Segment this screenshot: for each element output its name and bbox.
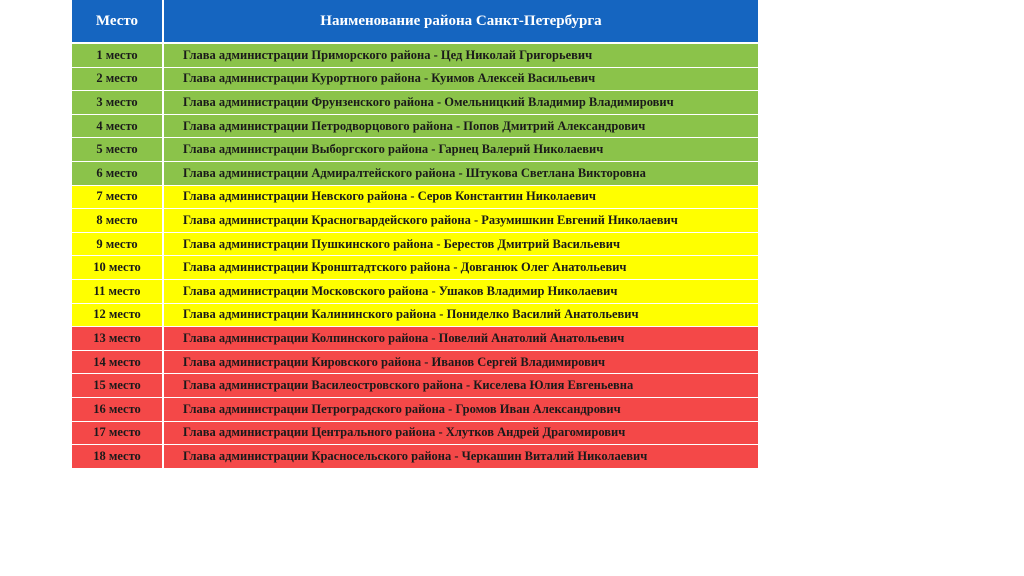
place-cell: 4 место [72, 114, 163, 138]
district-head-cell: Глава администрации Кировского района - Иванов Сергей Владимирович [163, 350, 758, 374]
table-header-row [72, 0, 758, 43]
table-row [72, 67, 758, 91]
place-cell: 3 место [72, 91, 163, 115]
table-row [72, 374, 758, 398]
place-cell: 16 место [72, 397, 163, 421]
ranking-table [72, 0, 758, 469]
district-head-cell: Глава администрации Пушкинского района - Берестов Дмитрий Васильевич [163, 232, 758, 256]
place-cell: 2 место [72, 67, 163, 91]
district-head-cell: Глава администрации Центрального района - Хлутков Андрей Драгомирович [163, 421, 758, 445]
district-head-cell: Глава администрации Калининского района - Пониделко Василий Анатольевич [163, 303, 758, 327]
table-row [72, 185, 758, 209]
district-head-cell: Глава администрации Красногвардейского района - Разумишкин Евгений Николаевич [163, 209, 758, 233]
place-cell: 5 место [72, 138, 163, 162]
district-head-cell: Глава администрации Фрунзенского района - Омельницкий Владимир Владимирович [163, 91, 758, 115]
table-row [72, 445, 758, 469]
table-row [72, 91, 758, 115]
table-row [72, 256, 758, 280]
place-cell: 13 место [72, 327, 163, 351]
place-cell: 9 место [72, 232, 163, 256]
place-cell: 8 место [72, 209, 163, 233]
place-cell: 15 место [72, 374, 163, 398]
district-head-cell: Глава администрации Василеостровского района - Киселева Юлия Евгеньевна [163, 374, 758, 398]
table-row [72, 303, 758, 327]
district-head-cell: Глава администрации Красносельского района - Черкашин Виталий Николаевич [163, 445, 758, 469]
place-cell: 14 место [72, 350, 163, 374]
table-row [72, 232, 758, 256]
table-body [72, 43, 758, 468]
district-head-cell: Глава администрации Невского района - Серов Константин Николаевич [163, 185, 758, 209]
place-cell: 6 место [72, 161, 163, 185]
district-head-cell: Глава администрации Курортного района - Куимов Алексей Васильевич [163, 67, 758, 91]
place-cell: 18 место [72, 445, 163, 469]
table-row [72, 350, 758, 374]
district-head-cell: Глава администрации Петроградского района - Громов Иван Александрович [163, 397, 758, 421]
table-row [72, 161, 758, 185]
table-row [72, 421, 758, 445]
table-row [72, 138, 758, 162]
place-cell: 10 место [72, 256, 163, 280]
district-head-cell: Глава администрации Московского района - Ушаков Владимир Николаевич [163, 279, 758, 303]
district-head-cell: Глава администрации Приморского района - Цед Николай Григорьевич [163, 43, 758, 67]
district-head-cell: Глава администрации Колпинского района - Повелий Анатолий Анатольевич [163, 327, 758, 351]
table-row [72, 43, 758, 67]
table-row [72, 114, 758, 138]
district-head-cell: Глава администрации Выборгского района - Гарнец Валерий Николаевич [163, 138, 758, 162]
table-row [72, 279, 758, 303]
table-row [72, 327, 758, 351]
district-head-cell: Глава администрации Адмиралтейского района - Штукова Светлана Викторовна [163, 161, 758, 185]
place-cell: 7 место [72, 185, 163, 209]
place-cell: 12 место [72, 303, 163, 327]
place-cell: 11 место [72, 279, 163, 303]
place-cell: 17 место [72, 421, 163, 445]
district-head-cell: Глава администрации Петродворцового района - Попов Дмитрий Александрович [163, 114, 758, 138]
table-row [72, 209, 758, 233]
header-district-name: Наименование района Санкт-Петербурга [163, 0, 758, 43]
district-head-cell: Глава администрации Кронштадтского района - Довганюк Олег Анатольевич [163, 256, 758, 280]
table-row [72, 397, 758, 421]
place-cell: 1 место [72, 43, 163, 67]
header-place: Место [72, 0, 163, 43]
